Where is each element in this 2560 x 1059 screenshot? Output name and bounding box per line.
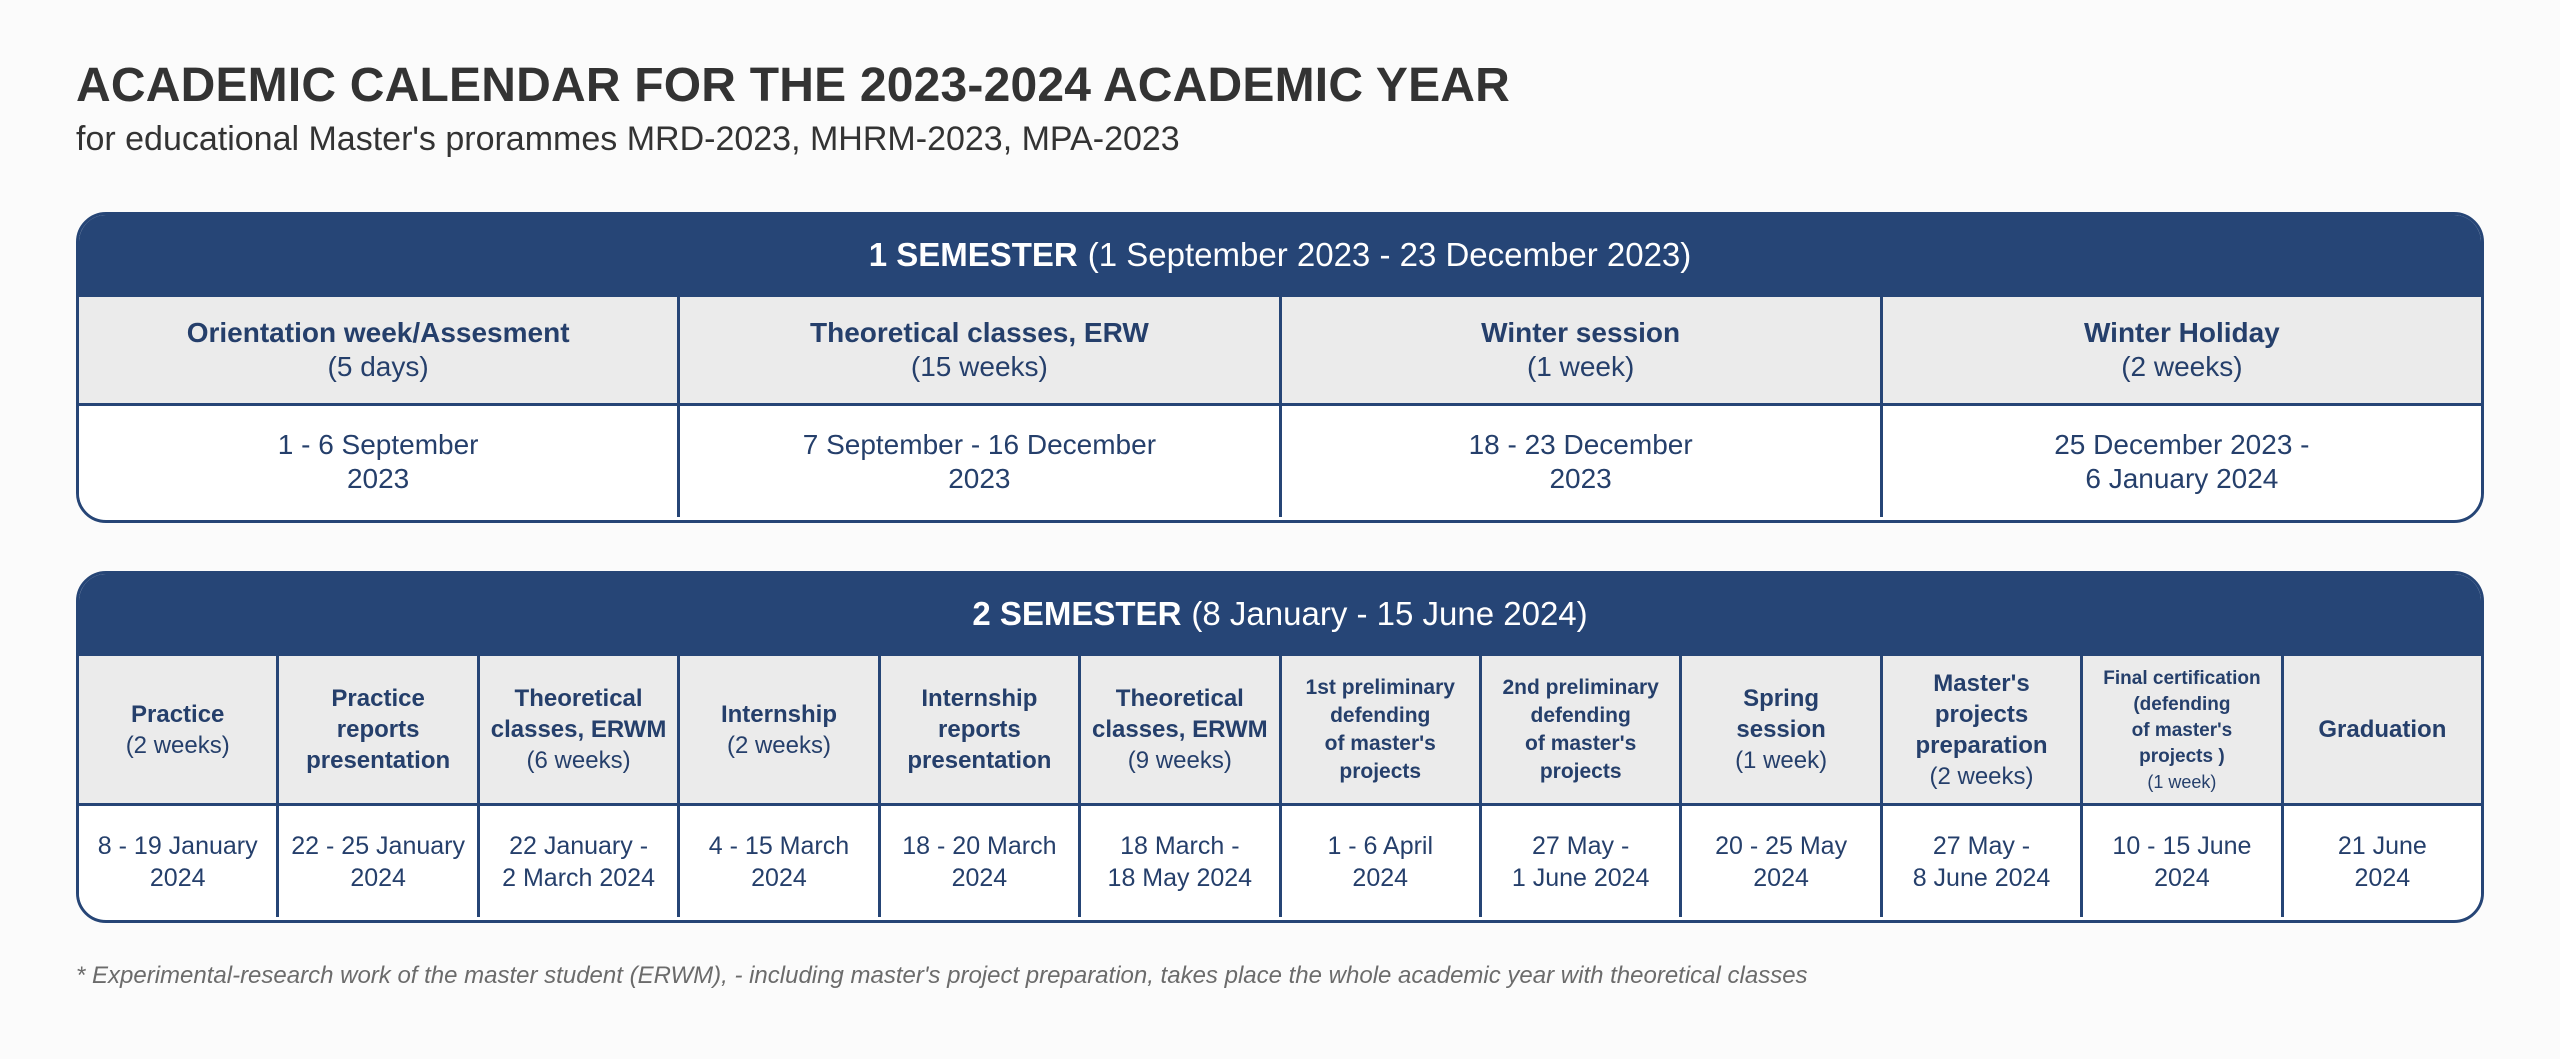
- period-label: Practice reports presentation: [306, 685, 451, 774]
- semester-1-table: [76, 212, 2484, 523]
- period-duration: (2 weeks): [2121, 351, 2243, 382]
- semester-2-label-cell: [480, 656, 680, 803]
- semester-2-labels-row: [79, 653, 2481, 803]
- semester-1-heading-title: 1 SEMESTER: [868, 235, 1078, 273]
- period-duration: (1 week): [1735, 747, 1828, 774]
- period-duration: (1 week): [1526, 351, 1635, 382]
- period-dates: 8 - 19 January 2024: [97, 831, 258, 892]
- period-label: Internship: [720, 700, 837, 728]
- semester-2-label-cell: [1883, 656, 2083, 803]
- semester-2-date-cell: [79, 806, 279, 917]
- period-duration: (6 weeks): [526, 747, 631, 774]
- semester-2-date-cell: [1482, 806, 1682, 917]
- period-duration: (2 weeks): [726, 731, 831, 759]
- period-label: Theoretical classes, ERW: [810, 317, 1149, 348]
- period-label: Theoretical classes, ERWM: [490, 685, 667, 743]
- period-label: Final certification (defending of master's projects ): [2103, 667, 2261, 767]
- period-dates: 4 - 15 March 2024: [708, 831, 850, 892]
- semester-1-date-cell: [1282, 406, 1883, 517]
- period-dates: 18 - 20 March 2024: [902, 831, 1057, 892]
- semester-2-label-cell: [2284, 656, 2481, 803]
- semester-2-date-cell: [279, 806, 479, 917]
- semester-2-date-cell: [1682, 806, 1882, 917]
- period-label: Spring session: [1736, 685, 1826, 743]
- period-label: Graduation: [2318, 716, 2447, 743]
- period-dates: 7 September - 16 December 2023: [802, 428, 1157, 494]
- semester-2-label-cell: [881, 656, 1081, 803]
- period-dates: 10 - 15 June 2024: [2112, 831, 2252, 892]
- semester-2-label-cell: [279, 656, 479, 803]
- semester-2-date-cell: [1081, 806, 1281, 917]
- semester-1-label-cell: [1282, 297, 1883, 403]
- semester-2-heading: [79, 574, 2481, 653]
- semester-1-date-cell: [1883, 406, 2481, 517]
- semester-1-label-cell: [1883, 297, 2481, 403]
- semester-2-date-cell: [881, 806, 1081, 917]
- semester-2-date-cell: [2284, 806, 2481, 917]
- page-title: ACADEMIC CALENDAR FOR THE 2023-2024 ACADEMIC YEAR: [76, 59, 1511, 112]
- period-dates: 20 - 25 May 2024: [1715, 831, 1848, 892]
- semester-1-label-cell: [79, 297, 680, 403]
- period-label: Internship reports presentation: [907, 685, 1052, 774]
- semester-2-date-cell: [480, 806, 680, 917]
- semester-2-label-cell: [1482, 656, 1682, 803]
- semester-2-date-cell: [1282, 806, 1482, 917]
- semester-2-label-cell: [2083, 656, 2283, 803]
- period-duration: (2 weeks): [1929, 762, 2034, 790]
- period-duration: (5 days): [327, 351, 429, 382]
- semester-2-label-cell: [79, 656, 279, 803]
- semester-2-label-cell: [1682, 656, 1882, 803]
- semester-1-heading: [79, 215, 2481, 294]
- semester-2-label-cell: [1282, 656, 1482, 803]
- period-label: 1st preliminary defending of master's projects: [1305, 675, 1455, 783]
- period-label: 2nd preliminary defending of master's projects: [1502, 675, 1659, 783]
- semester-1-dates-row: [79, 403, 2481, 517]
- period-dates: 1 - 6 April 2024: [1327, 831, 1434, 892]
- semester-2-heading-range: (8 January - 15 June 2024): [1191, 594, 1588, 632]
- semester-2-label-cell: [680, 656, 880, 803]
- period-dates: 1 - 6 September 2023: [277, 428, 479, 494]
- semester-1-date-cell: [680, 406, 1281, 517]
- period-duration: (1 week): [2147, 771, 2217, 792]
- period-duration: (9 weeks): [1127, 747, 1232, 774]
- period-label: Orientation week/Assesment: [186, 317, 570, 348]
- period-label: Winter session: [1481, 317, 1681, 348]
- period-dates: 25 December 2023 - 6 January 2024: [2054, 428, 2310, 494]
- semester-2-date-cell: [680, 806, 880, 917]
- semester-1-heading-range: (1 September 2023 - 23 December 2023): [1087, 235, 1692, 273]
- semester-1-label-cell: [680, 297, 1281, 403]
- period-duration: (15 weeks): [910, 351, 1048, 382]
- period-dates: 18 March - 18 May 2024: [1107, 831, 1253, 892]
- semester-2-table: [76, 571, 2484, 923]
- page-subtitle: for educational Master's prorammes MRD-2023, MHRM-2023, MPA-2023: [76, 120, 1180, 158]
- period-duration: (2 weeks): [125, 731, 230, 759]
- footnote: * Experimental-research work of the master student (ERWM), - including master's project preparation, takes place the whole academic year with theoretical classes: [76, 962, 1808, 989]
- semester-2-date-cell: [1883, 806, 2083, 917]
- period-dates: 22 January - 2 March 2024: [502, 831, 655, 892]
- period-dates: 22 - 25 January 2024: [291, 831, 465, 892]
- semester-1-date-cell: [79, 406, 680, 517]
- semester-2-label-cell: [1081, 656, 1281, 803]
- semester-2-dates-row: [79, 803, 2481, 917]
- period-dates: 27 May - 8 June 2024: [1912, 831, 2051, 892]
- period-dates: 27 May - 1 June 2024: [1511, 831, 1650, 892]
- period-label: Practice: [131, 700, 225, 728]
- period-label: Winter Holiday: [2083, 317, 2280, 348]
- period-dates: 18 - 23 December 2023: [1468, 428, 1693, 494]
- period-label: Theoretical classes, ERWM: [1092, 685, 1268, 743]
- semester-1-labels-row: [79, 294, 2481, 403]
- semester-2-heading-title: 2 SEMESTER: [972, 594, 1182, 632]
- semester-2-date-cell: [2083, 806, 2283, 917]
- period-label: Master's projects preparation: [1915, 669, 2048, 759]
- period-dates: 21 June 2024: [2337, 831, 2427, 892]
